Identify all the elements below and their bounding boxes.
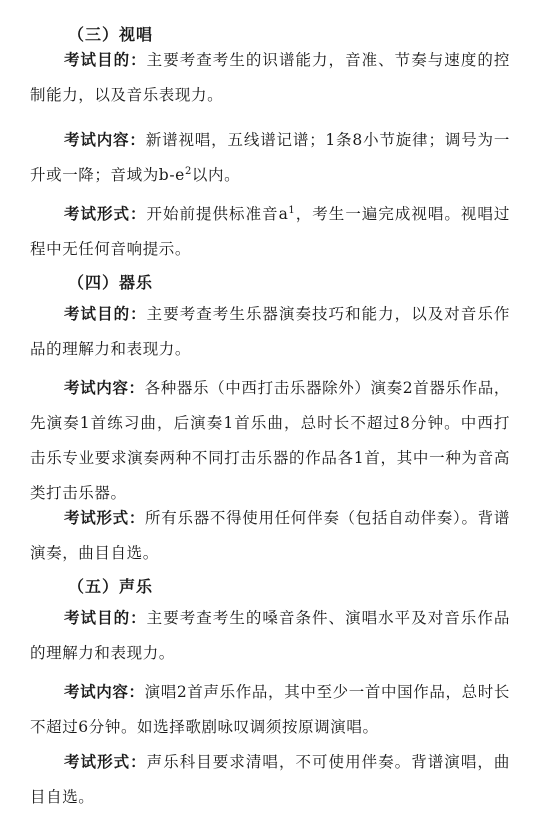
paragraph-instrumental-format [30,500,510,571]
superscript-octave: 1 [288,204,296,216]
text-purpose: 主要考查考生的嗓音条件、演唱水平及对音乐作品的理解力和表现力。 [30,609,510,662]
label-content: 考试内容： [64,682,145,701]
text-content-tail: 以内。 [191,166,241,184]
paragraph-vocal-content [30,674,510,745]
text-content: 新谱视唱，五线谱记谱；1条8小节旋律；调号为一升或一降；音域为b-e [30,131,510,184]
label-purpose: 考试目的： [64,608,147,627]
section-heading-vocal: （五）声乐 [68,577,154,596]
superscript-octave: 2 [184,165,192,177]
text-format: 声乐科目要求清唱，不可使用伴奏。背谱演唱，曲目自选。 [30,753,510,806]
label-format: 考试形式： [64,752,147,771]
text-purpose: 主要考查考生乐器演奏技巧和能力，以及对音乐作品的理解力和表现力。 [30,305,510,358]
paragraph-instrumental-content [30,370,510,511]
label-format: 考试形式： [64,508,146,527]
paragraph-sight-singing-format [30,196,510,267]
paragraph-vocal-purpose [30,600,510,671]
paragraph-instrumental-purpose [30,296,510,367]
label-content: 考试内容： [64,378,145,397]
text-content: 各种器乐（中西打击乐器除外）演奏2首器乐作品，先演奏1首练习曲，后演奏1首乐曲，总时长不超过8分钟。中西打击乐专业要求演奏两种不同打击乐器的作品各1首，其中一种为音高类打击乐器。 [30,379,510,502]
paragraph-vocal-format [30,744,510,815]
text-format: 所有乐器不得使用任何伴奏（包括自动伴奏）。背谱演奏，曲目自选。 [30,509,510,562]
label-purpose: 考试目的： [64,50,147,69]
text-format-tail: ，考生一遍完成视唱。视唱过程中无任何音响提示。 [30,205,510,258]
paragraph-sight-singing-purpose [30,42,510,113]
paragraph-sight-singing-content [30,122,510,193]
text-format: 开始前提供标准音a [146,205,289,223]
label-format: 考试形式： [64,204,147,223]
section-heading-sight-singing: （三）视唱 [68,25,154,44]
label-purpose: 考试目的： [64,304,147,323]
text-content: 演唱2首声乐作品，其中至少一首中国作品，总时长不超过6分钟。如选择歌剧咏叹调须按原调演唱。 [30,683,510,736]
text-purpose: 主要考查考生的识谱能力，音准、节奏与速度的控制能力，以及音乐表现力。 [30,51,510,104]
section-heading-instrumental: （四）器乐 [68,273,154,292]
label-content: 考试内容： [64,130,146,149]
